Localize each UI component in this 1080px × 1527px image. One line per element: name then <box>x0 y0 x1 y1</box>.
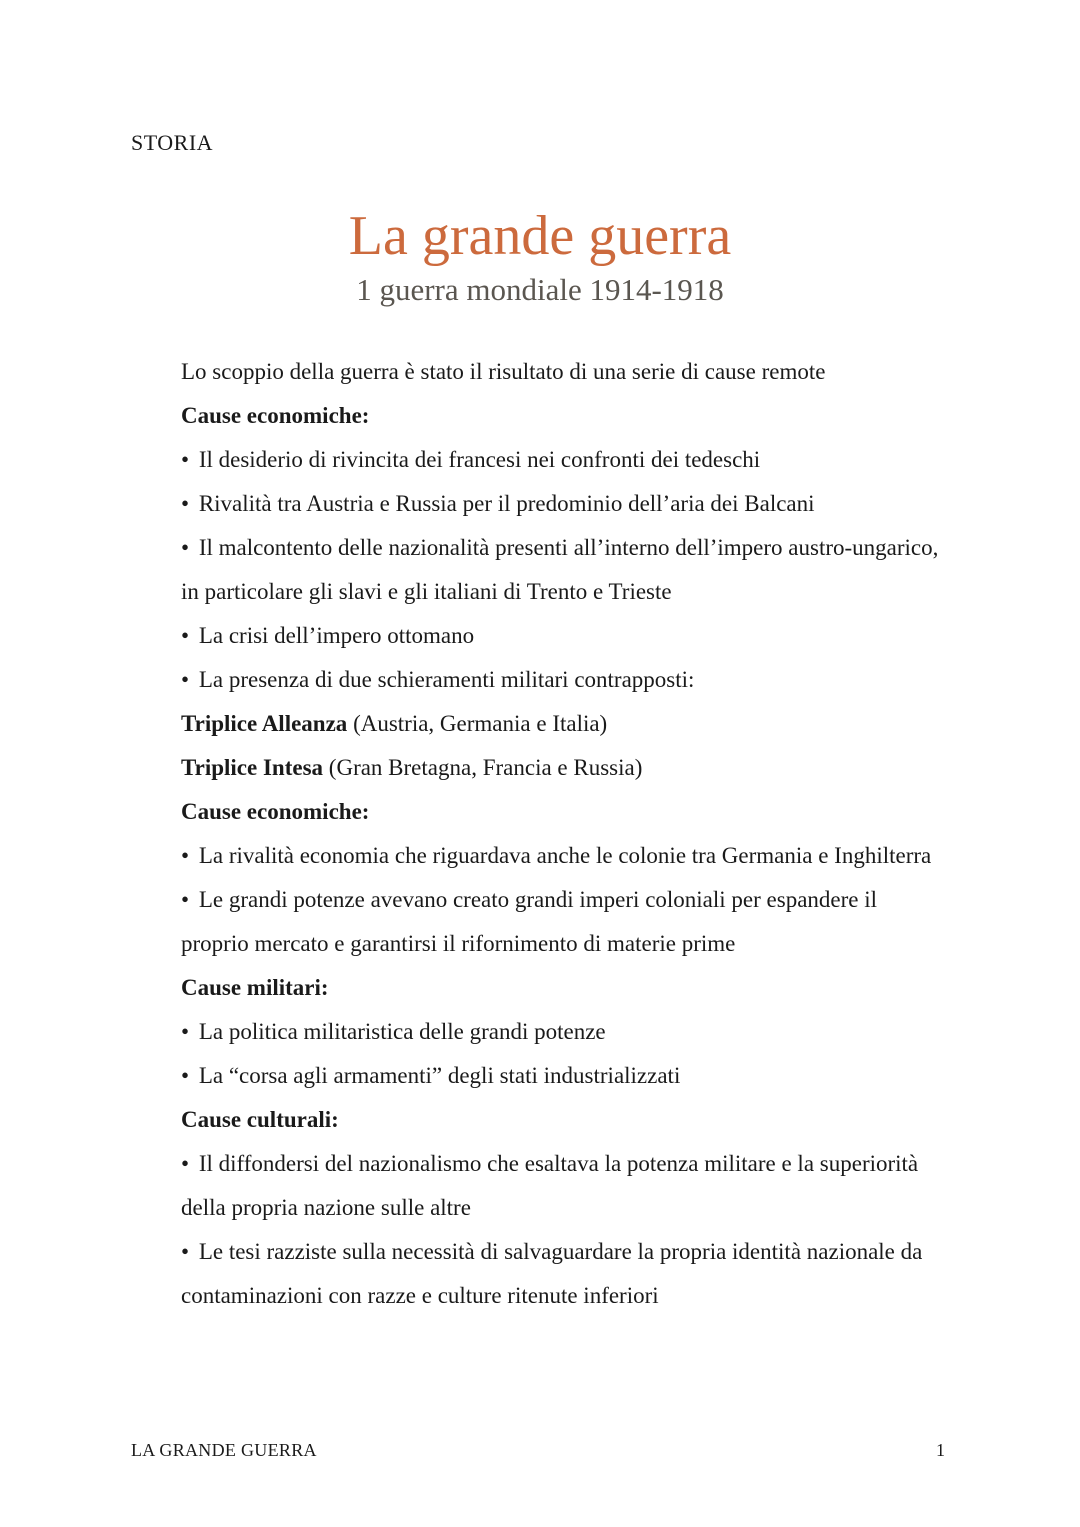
list-item-text: Il diffondersi del nazionalismo che esaltava la potenza militare e la superiorità della propria nazione sulle altre <box>181 1151 919 1220</box>
page-subtitle: 1 guerra mondiale 1914-1918 <box>356 272 724 307</box>
list-item-text: La “corsa agli armamenti” degli stati industrializzati <box>198 1063 681 1088</box>
section-heading: Cause culturali: <box>181 1107 339 1132</box>
page-number: 1 <box>936 1440 945 1460</box>
list-item <box>181 878 941 966</box>
bullet-icon: • <box>181 491 190 516</box>
list-item <box>181 834 941 878</box>
list-item-text: Rivalità tra Austria e Russia per il predominio dell’aria dei Balcani <box>198 491 815 516</box>
list-item <box>181 1054 941 1098</box>
list-item <box>181 1230 941 1318</box>
subject-header: STORIA <box>131 130 214 155</box>
list-item <box>181 438 941 482</box>
list-item-text: La crisi dell’impero ottomano <box>198 623 475 648</box>
list-item-text: La presenza di due schieramenti militari contrapposti: <box>198 667 695 692</box>
intro-paragraph: Lo scoppio della guerra è stato il risultato di una serie di cause remote <box>181 359 826 384</box>
bullet-icon: • <box>181 1239 190 1264</box>
document-body <box>181 350 941 1318</box>
list-item-text: Le tesi razziste sulla necessità di salvaguardare la propria identità nazionale da contaminazioni con razze e culture ritenute inferiori <box>181 1239 923 1308</box>
list-item <box>181 482 941 526</box>
section-heading: Cause economiche: <box>181 799 370 824</box>
bullet-icon: • <box>181 843 190 868</box>
list-item-text: Le grandi potenze avevano creato grandi imperi coloniali per espandere il proprio mercato e garantirsi il rifornimento di materie prime <box>181 887 878 956</box>
alliance-line <box>181 746 941 790</box>
alliance-name: Triplice Intesa <box>181 755 324 780</box>
list-item-text: La politica militaristica delle grandi potenze <box>198 1019 606 1044</box>
bullet-icon: • <box>181 447 190 472</box>
alliance-members: (Gran Bretagna, Francia e Russia) <box>328 755 643 780</box>
list-item <box>181 614 941 658</box>
bullet-icon: • <box>181 535 190 560</box>
list-item <box>181 1010 941 1054</box>
alliance-name: Triplice Alleanza <box>181 711 348 736</box>
footer-title: LA GRANDE GUERRA <box>131 1440 317 1460</box>
bullet-icon: • <box>181 623 190 648</box>
page-title: La grande guerra <box>348 205 732 267</box>
bullet-icon: • <box>181 887 190 912</box>
bullet-icon: • <box>181 1063 190 1088</box>
bullet-icon: • <box>181 1019 190 1044</box>
list-item-text: Il desiderio di rivincita dei francesi nei confronti dei tedeschi <box>198 447 761 472</box>
alliance-members: (Austria, Germania e Italia) <box>353 711 608 736</box>
bullet-icon: • <box>181 1151 190 1176</box>
list-item <box>181 526 941 614</box>
list-item-text: La rivalità economia che riguardava anche le colonie tra Germania e Inghilterra <box>198 843 932 868</box>
list-item <box>181 1142 941 1230</box>
title-block <box>0 198 1080 306</box>
bullet-icon: • <box>181 667 190 692</box>
alliance-line <box>181 702 941 746</box>
section-heading: Cause militari: <box>181 975 329 1000</box>
list-item-text: Il malcontento delle nazionalità presenti all’interno dell’impero austro-ungarico, in particolare gli slavi e gli italiani di Trento e Trieste <box>181 535 939 604</box>
section-heading: Cause economiche: <box>181 403 370 428</box>
list-item <box>181 658 941 702</box>
